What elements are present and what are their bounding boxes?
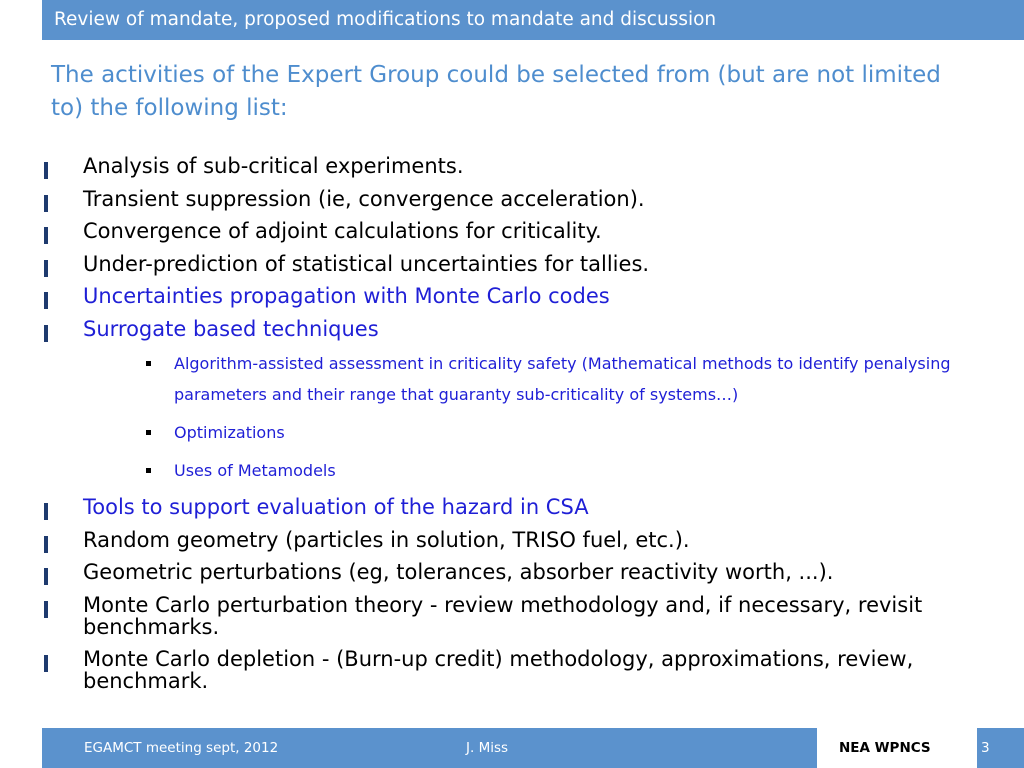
bullet-icon: [44, 227, 48, 244]
list-item: [42, 529, 1002, 551]
sub-list-item-text: Algorithm-assisted assessment in criticality safety (Mathematical methods to identify penalysing parameters and their range that guaranty sub-criticality of systems…): [174, 353, 951, 404]
sub-list: [83, 348, 1002, 486]
list-item-text: Random geometry (particles in solution, TRISO fuel, etc.).: [83, 527, 690, 552]
bullet-icon: [44, 503, 48, 520]
sub-list-item-text: Uses of Metamodels: [174, 460, 336, 480]
activity-list: [42, 155, 1002, 703]
sub-list-item: [83, 455, 1002, 486]
bullet-icon: [44, 568, 48, 585]
list-item: [42, 496, 1002, 518]
sub-list-item: [83, 348, 1002, 410]
list-item: [42, 253, 1002, 275]
list-item-text: Uncertainties propagation with Monte Carlo codes: [83, 284, 610, 308]
square-bullet-icon: [146, 468, 151, 473]
list-item-text: Monte Carlo depletion - (Burn-up credit) methodology, approximations, review, benchmark.: [83, 647, 914, 693]
list-item: [42, 155, 1002, 177]
bullet-icon: [44, 195, 48, 212]
bullet-icon: [44, 536, 48, 553]
list-item-text: Analysis of sub-critical experiments.: [83, 154, 464, 178]
footer-org: NEA WPNCS: [839, 740, 931, 756]
list-item: [42, 285, 1002, 307]
bullet-icon: [44, 260, 48, 277]
bullet-icon: [44, 601, 48, 618]
footer-event: EGAMCT meeting sept, 2012: [84, 740, 279, 756]
list-item-text: Monte Carlo perturbation theory - review methodology and, if necessary, revisit benchmarks.: [83, 592, 923, 639]
square-bullet-icon: [146, 430, 151, 435]
bullet-icon: [44, 292, 48, 309]
header-bar: [42, 0, 1024, 40]
page-number: 3: [981, 740, 990, 756]
list-item: [42, 648, 1002, 692]
footer-author: J. Miss: [466, 740, 509, 756]
list-item-text: Surrogate based techniques: [83, 316, 379, 341]
bullet-icon: [44, 162, 48, 179]
square-bullet-icon: [146, 361, 151, 366]
list-item: [42, 318, 1002, 486]
slide-title: Review of mandate, proposed modifications to mandate and discussion: [54, 9, 717, 30]
slide-subtitle: The activities of the Expert Group could be selected from (but are not limited to) the following list:: [51, 62, 941, 121]
list-item-text: Transient suppression (ie, convergence acceleration).: [83, 186, 645, 211]
bullet-icon: [44, 325, 48, 342]
list-item-text: Tools to support evaluation of the hazard in CSA: [83, 495, 589, 519]
list-item: [42, 594, 1002, 638]
list-item: [42, 188, 1002, 210]
list-item: [42, 561, 1002, 583]
footer-org-box: [817, 728, 977, 768]
sub-list-item: [83, 417, 1002, 448]
list-item-text: Geometric perturbations (eg, tolerances, absorber reactivity worth, ...).: [83, 560, 834, 584]
list-item-text: Convergence of adjoint calculations for criticality.: [83, 219, 602, 243]
footer-bar: [42, 728, 1024, 768]
sub-list-item-text: Optimizations: [174, 422, 285, 442]
list-item-text: Under-prediction of statistical uncertainties for tallies.: [83, 251, 650, 276]
list-item: [42, 220, 1002, 242]
bullet-icon: [44, 655, 48, 672]
